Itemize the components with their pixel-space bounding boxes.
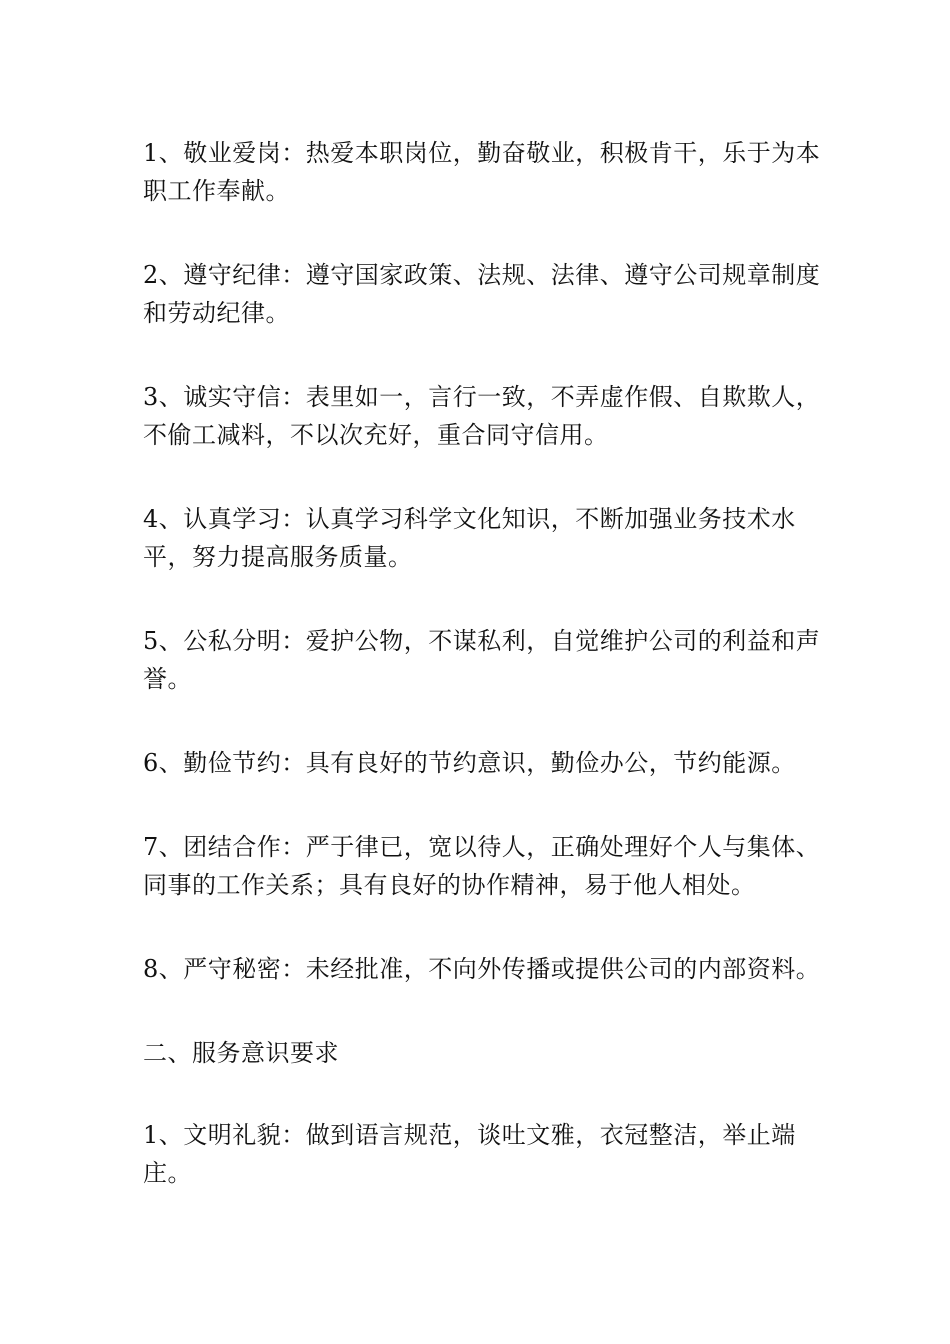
paragraph-7: 7、团结合作：严于律已，宽以待人，正确处理好个人与集体、同事的工作关系；具有良好的协作精神，易于他人相处。 — [143, 833, 821, 899]
paragraph-8: 8、严守秘密：未经批准，不向外传播或提供公司的内部资料。 — [143, 955, 821, 983]
paragraph-6: 6、勤俭节约：具有良好的节约意识，勤俭办公，节约能源。 — [143, 749, 796, 777]
document-body — [143, 134, 833, 1238]
section-heading: 二、服务意识要求 — [143, 1039, 339, 1067]
paragraph-1: 1、敬业爱岗：热爱本职岗位，勤奋敬业，积极肯干，乐于为本职工作奉献。 — [143, 139, 821, 205]
paragraph-2: 2、遵守纪律：遵守国家政策、法规、法律、遵守公司规章制度和劳动纪律。 — [143, 261, 821, 327]
paragraph-3: 3、诚实守信：表里如一，言行一致，不弄虚作假、自欺欺人，不偷工减料，不以次充好，重合同守信用。 — [143, 383, 821, 449]
paragraph-4: 4、认真学习：认真学习科学文化知识，不断加强业务技术水平，努力提高服务质量。 — [143, 505, 796, 571]
paragraph-5: 5、公私分明：爱护公物，不谋私利，自觉维护公司的利益和声誉。 — [143, 627, 821, 693]
section-paragraph-1: 1、文明礼貌：做到语言规范，谈吐文雅，衣冠整洁，举止端庄。 — [143, 1121, 796, 1187]
